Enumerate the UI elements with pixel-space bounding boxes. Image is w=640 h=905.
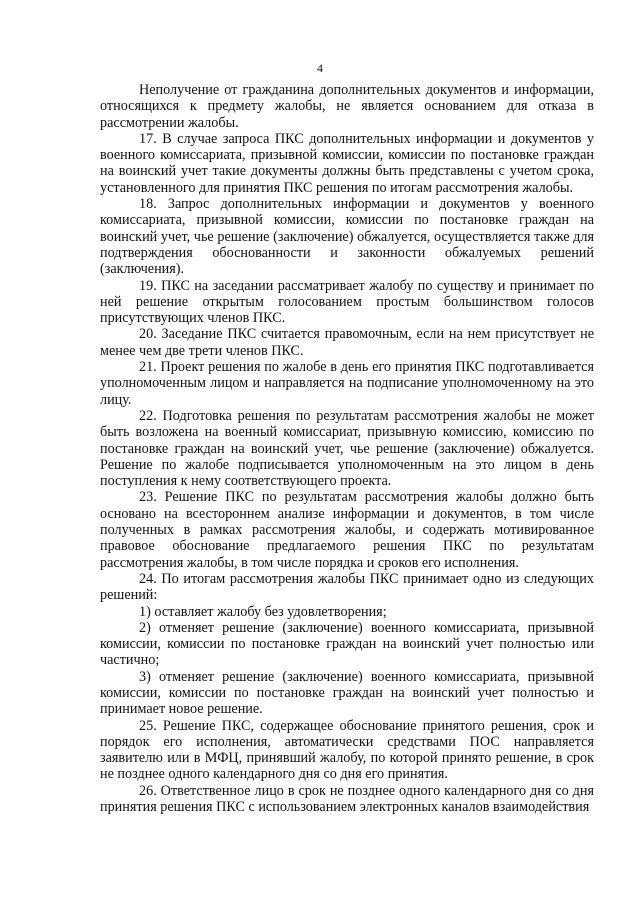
paragraph-22: 22. Подготовка решения по результатам рассмотрения жалобы не может быть возложена на военный комиссариат, призывную комиссию, комиссию по постановке граждан на воинский учет, чье решение (заключение) обжалуется. Решение по жалобе подписывается уполномоченным на это лицом в день поступления к нему соответствующего проекта. [100,407,594,490]
paragraph-21: 21. Проект решения по жалобе в день его принятия ПКС подготавливается уполномоченным лицом и направляется на подписание уполномоченному на это лицу. [100,359,594,408]
paragraph-20: 20. Заседание ПКС считается правомочным, если на нем присутствует не менее чем две трети членов ПКС. [100,326,594,359]
paragraph-18: 18. Запрос дополнительных информации и документов у военного комиссариата, призывной комиссии, комиссии по постановке граждан на воинский учет, чье решение (заключение) обжалуется, осуществляется также для подтверждения обоснованности и законности обжалуемых решений (заключения). [100,196,594,278]
list-item-1: 1) оставляет жалобу без удовлетворения; [139,603,387,620]
paragraph-25: 25. Решение ПКС, содержащее обоснование принятого решения, срок и порядок его исполнения, автоматически средствами ПОС направляется заявителю или в МФЦ, принявший жалобу, по которой принято решение, в срок не позднее одного календарного дня со дня его принятия. [100,717,594,783]
paragraph-26: 26. Ответственное лицо в срок не позднее одного календарного дня со дня принятия решения ПКС с использованием электронных каналов взаимодействия [100,782,594,816]
list-item-2: 2) отменяет решение (заключение) военного комиссариата, призывной комиссии, комиссии по постановке граждан на воинский учет полностью или частично; [100,619,594,669]
page-number: 4 [317,61,323,75]
paragraph-23: 23. Решение ПКС по результатам рассмотрения жалобы должно быть основано на всестороннем анализе информации и документов, в том числе полученных в рамках рассмотрения жалобы, и содержать мотивированное правовое обоснование предлагаемого решения ПКС по результатам рассмотрения жалобы, в том числе порядка и сроков его исполнения. [100,489,594,571]
paragraph-19: 19. ПКС на заседании рассматривает жалобу по существу и принимает по ней решение открытым голосованием простым большинством голосов присутствующих членов ПКС. [100,277,594,327]
document-body [100,82,594,815]
paragraph-24: 24. По итогам рассмотрения жалобы ПКС принимает одно из следующих решений: [100,570,594,604]
list-item-3: 3) отменяет решение (заключение) военного комиссариата, призывной комиссии, комиссии по постановке граждан на воинский учет полностью и принимает новое решение. [100,668,594,718]
paragraph-17: 17. В случае запроса ПКС дополнительных информации и документов у военного комиссариата, призывной комиссии, комиссии по постановке граждан на воинский учет такие документы должны быть представлены с учетом срока, установленного для принятия ПКС решения по итогам рассмотрения жалобы. [100,130,594,196]
paragraph-intro: Неполучение от гражданина дополнительных документов и информации, относящихся к предмету жалобы, не является основанием для отказа в рассмотрении жалобы. [100,82,594,131]
